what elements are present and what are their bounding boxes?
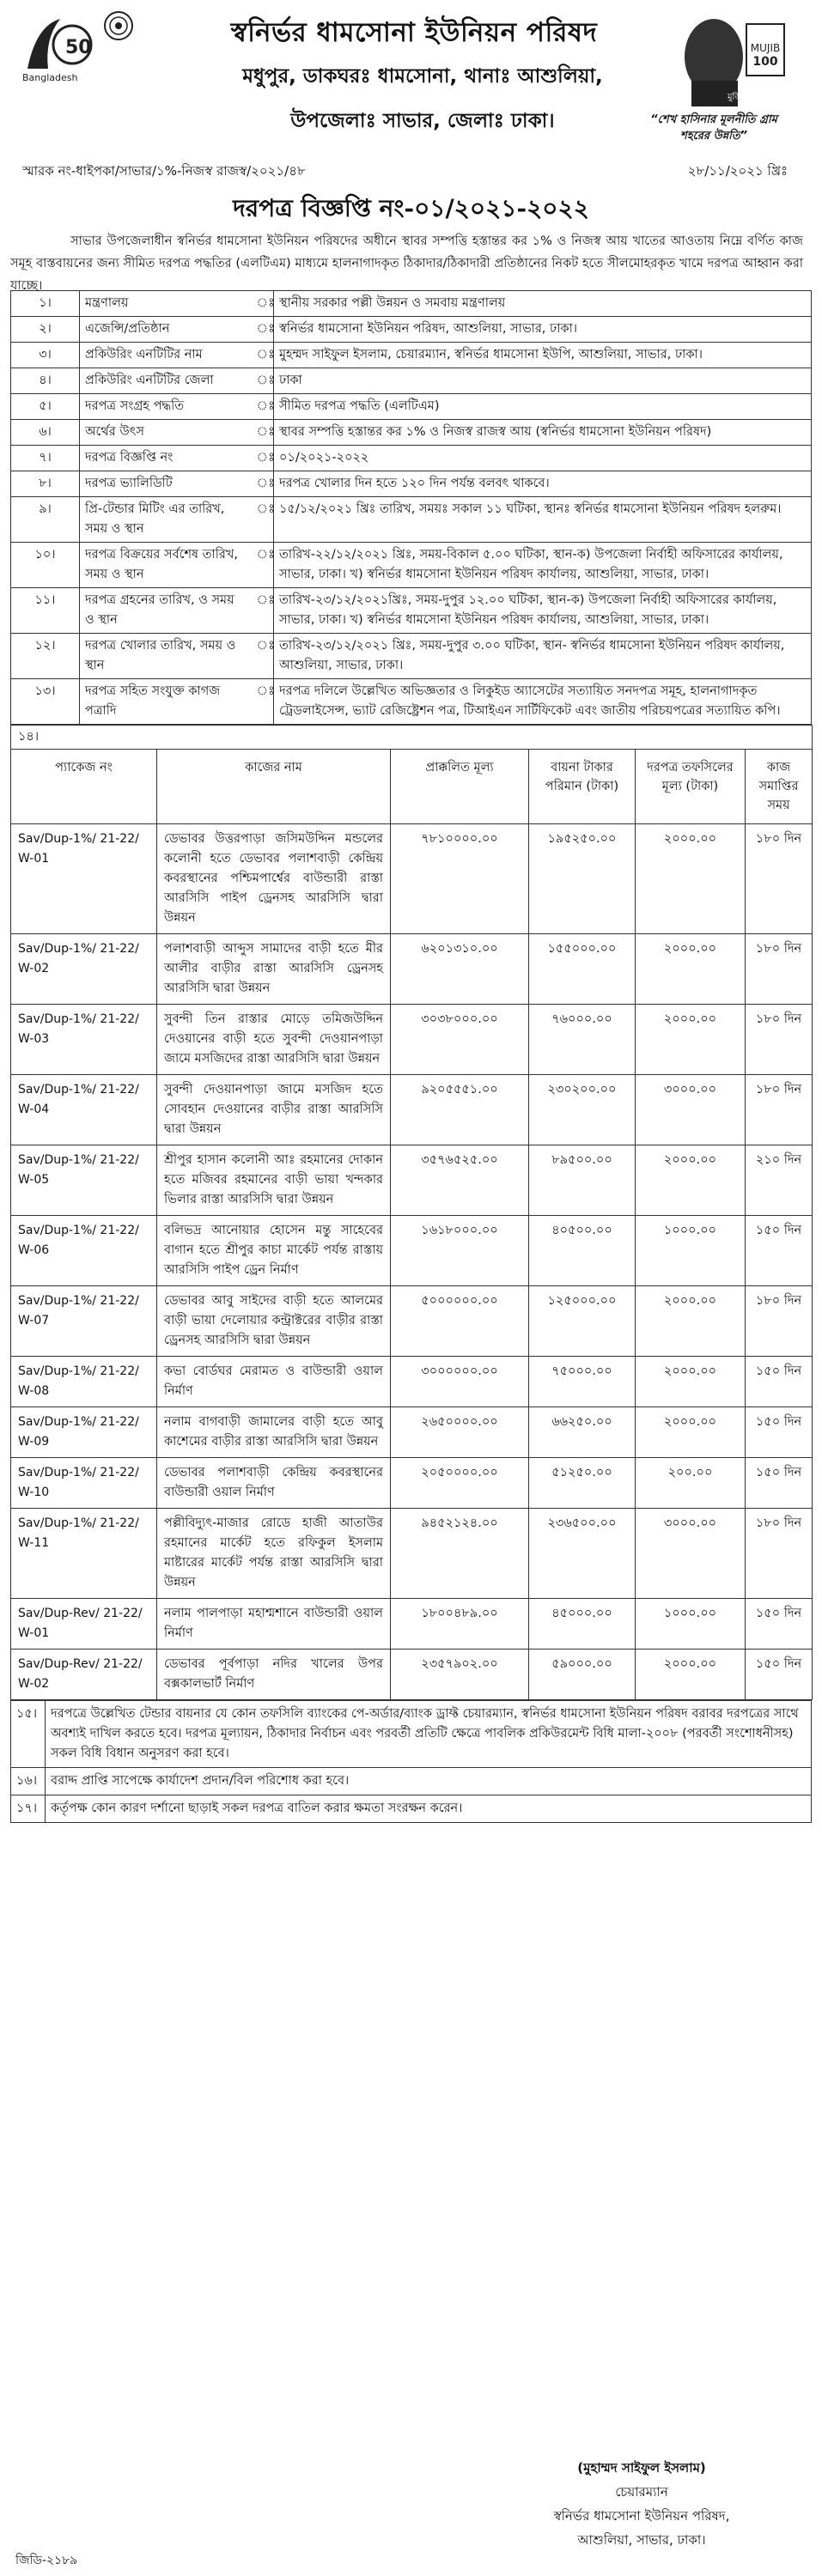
info-colon: ঃ	[252, 471, 274, 497]
svg-text:MUJIB: MUJIB	[750, 42, 781, 54]
note-row	[11, 1701, 812, 1768]
earnest-money: ৫১২৫০.০০	[529, 1458, 636, 1509]
info-value: স্বনির্ভর ধামসোনা ইউনিয়ন পরিষদ, আশুলিয়া, সাভার, ঢাকা।	[274, 317, 812, 343]
info-row	[11, 291, 812, 317]
info-label: দরপত্র গ্রহনের তারিখ, ও সময় ও স্থান	[80, 588, 252, 634]
estimated-cost: ৭৮১০০০০.০০	[391, 824, 529, 934]
package-row	[11, 1649, 813, 1700]
info-label: প্রকিউরিং এনটিটির জেলা	[80, 368, 252, 394]
info-row	[11, 420, 812, 446]
portrait-logo	[673, 7, 788, 106]
schedule-price: ২০০০.০০	[636, 1145, 746, 1216]
info-row	[11, 634, 812, 679]
completion-time: ১৫০ দিন	[746, 1458, 813, 1509]
government-seal-icon	[103, 10, 134, 41]
info-label: দরপত্র ভ্যালিডিটি	[80, 471, 252, 497]
info-serial: ১০।	[11, 543, 80, 588]
info-row	[11, 471, 812, 497]
info-colon: ঃ	[252, 291, 274, 317]
package-number: Sav/Dup-1%/ 21-22/ W-04	[11, 1075, 157, 1145]
estimated-cost: ৯২০৫৫৫১.০০	[391, 1075, 529, 1145]
package-row	[11, 1599, 813, 1649]
slogan: “শেখ হাসিনার মূলনীতি গ্রাম শহরের উন্নতি”	[650, 113, 777, 143]
work-name: নলাম বাগবাড়ী জামালের বাড়ী হতে আবু কাশেমের বাড়ীর রাস্তা আরসিসি দ্বারা উন্নয়ন	[157, 1407, 391, 1458]
package-number: Sav/Dup-1%/ 21-22/ W-02	[11, 934, 157, 1005]
package-number: Sav/Dup-Rev/ 21-22/ W-02	[11, 1649, 157, 1700]
address-line-2: উপজেলাঃ সাভার, জেলাঃ ঢাকা।	[290, 110, 555, 132]
estimated-cost: ১৮০০৪৮৯.০০	[391, 1599, 529, 1649]
schedule-price: ২০০০.০০	[636, 1286, 746, 1357]
info-serial: ৭।	[11, 446, 80, 471]
svg-text:50: 50	[65, 37, 92, 58]
header-schedule: দরপত্র তফসিলের মূল্য (টাকা)	[636, 750, 746, 824]
work-name: বলিভদ্র আনোয়ার হোসেন মন্তু সাহেবের বাগান হতে শ্রীপুর কাচা মার্কেট পর্যন্ত রাস্তায় আরসিসি পাইপ ড্রেন নির্মাণ	[157, 1216, 391, 1286]
package-number: Sav/Dup-1%/ 21-22/ W-03	[11, 1005, 157, 1075]
estimated-cost: ২৩৫৭৯০২.০০	[391, 1649, 529, 1700]
schedule-price: ২০০০.০০	[636, 824, 746, 934]
info-serial: ৩।	[11, 343, 80, 368]
completion-time: ১৮০ দিন	[746, 1075, 813, 1145]
completion-time: ২১০ দিন	[746, 1145, 813, 1216]
tender-info-table	[10, 290, 812, 725]
work-name: ডেভাবর পূর্বপাড়া নদির খালের উপর বক্সকালভার্ট নির্মাণ	[157, 1649, 391, 1700]
info-colon: ঃ	[252, 634, 274, 679]
header-work: কাজের নাম	[157, 750, 391, 824]
completion-time: ১৫০ দিন	[746, 1357, 813, 1407]
earnest-money: ২৩৬৫০০.০০	[529, 1509, 636, 1599]
note-text: বরাদ্দ প্রাপ্তি সাপেক্ষে কার্যাদেশ প্রদান/বিল পরিশোধ করা হবে।	[46, 1768, 812, 1795]
intro-paragraph: সাভার উপজেলাধীন স্বনির্ভর ধামসোনা ইউনিয়ন পরিষদের অধীনে স্থাবর সম্পত্তি হস্তান্তর কর ১% ও নিজস্ব আয় খাতের আওতায় নিম্নে বর্ণিত কাজ সমূহ বাস্তবায়নের জন্য সীমিত দরপত্র পদ্ধতির (এলটিএম) মাধ্যমে হালনাগাদকৃত ঠিকাদার/ঠিকাদারী প্রতিষ্ঠানের নিকট হতে সীলমোহরকৃত খামে দরপত্র আহ্বান করা যাচ্ছে।	[10, 234, 803, 293]
completion-time: ১৫০ দিন	[746, 1599, 813, 1649]
info-label: এজেন্সি/প্রতিষ্ঠান	[80, 317, 252, 343]
info-label: প্রি-টেন্ডার মিটিং এর তারিখ, সময় ও স্থান	[80, 497, 252, 543]
note-serial: ১৬।	[11, 1768, 46, 1795]
package-row	[11, 1357, 813, 1407]
completion-time: ১৮০ দিন	[746, 1005, 813, 1075]
note-text: কর্তৃপক্ষ কোন কারণ দর্শানো ছাড়াই সকল দরপত্র বাতিল করার ক্ষমতা সংরক্ষন করেন।	[46, 1795, 812, 1823]
info-value: স্থাবর সম্পত্তি হস্তান্তর কর ১% ও নিজস্ব রাজস্ব আয় (স্বনির্ভর ধামসোনা ইউনিয়ন পরিষদ)	[274, 420, 812, 446]
schedule-price: ২০০০.০০	[636, 1649, 746, 1700]
work-name: ডেভাবর উত্তরপাড়া জসিমউদ্দিন মন্ডলের কলোনী হতে ডেভাবর পলাশবাড়ী কেন্দ্রিয় কবরস্থানের পশ্চিমপার্শ্বের বাউন্ডারী রাস্তা আরসিসি পাইপ ড্রেনসহ আরসিসি দ্বারা উন্নয়ন	[157, 824, 391, 934]
estimated-cost: ১৬১৮০০০.০০	[391, 1216, 529, 1286]
estimated-cost: ৬২০১৩১০.০০	[391, 934, 529, 1005]
package-number: Sav/Dup-Rev/ 21-22/ W-01	[11, 1599, 157, 1649]
info-value: তারিখ-২৩/১২/২০২১ খ্রিঃ, সময়-দুপুর ৩.০০ ঘটিকা, স্থান- স্বনির্ভর ধামসোনা ইউনিয়ন পরিষদ কার্যালয়, আশুলিয়া, সাভার, ঢাকা।	[274, 634, 812, 679]
info-value: দরপত্র খোলার দিন হতে ১২০ দিন পর্যন্ত বলবৎ থাকবে।	[274, 471, 812, 497]
info-value: ঢাকা	[274, 368, 812, 394]
info-label: দরপত্র সহিত সংযুক্ত কাগজ পত্রাদি	[80, 679, 252, 725]
issue-date: ২৮/১১/২০২১ খ্রিঃ	[687, 163, 788, 179]
info-colon: ঃ	[252, 394, 274, 420]
info-colon: ঃ	[252, 343, 274, 368]
earnest-money: ১৯৫২৫০.০০	[529, 824, 636, 934]
info-colon: ঃ	[252, 317, 274, 343]
info-label: মন্ত্রণালয়	[80, 291, 252, 317]
package-number: Sav/Dup-1%/ 21-22/ W-08	[11, 1357, 157, 1407]
estimated-cost: ৯৪৫২১২৪.০০	[391, 1509, 529, 1599]
info-serial: ৪।	[11, 368, 80, 394]
completion-time: ১৫০ দিন	[746, 1216, 813, 1286]
info-colon: ঃ	[252, 588, 274, 634]
svg-text:100: 100	[752, 55, 778, 69]
info-row	[11, 588, 812, 634]
info-label: দরপত্র সংগ্রহ পদ্ধতি	[80, 394, 252, 420]
info-value: তারিখ-২২/১২/২০২১ খ্রিঃ, সময়-বিকাল ৫.০০ ঘটিকা, স্থান-ক) উপজেলা নির্বাহী অফিসারের কার্যালয়, সাভার, ঢাকা। খ) স্বনির্ভর ধামসোনা ইউনিয়ন পরিষদ কার্যালয়, আশুলিয়া, সাভার, ঢাকা।	[274, 543, 812, 588]
completion-time: ১৮০ দিন	[746, 934, 813, 1005]
earnest-money: ১২৫০০০.০০	[529, 1286, 636, 1357]
info-serial: ১।	[11, 291, 80, 317]
info-row	[11, 497, 812, 543]
schedule-price: ১০০০.০০	[636, 1216, 746, 1286]
info-colon: ঃ	[252, 420, 274, 446]
note-serial: ১৫।	[11, 1701, 46, 1768]
info-row	[11, 679, 812, 725]
earnest-money: ৫৯০০০.০০	[529, 1649, 636, 1700]
info-serial: ১৩।	[11, 679, 80, 725]
completion-time: ১৮০ দিন	[746, 824, 813, 934]
estimated-cost: ৫০০০০০০.০০	[391, 1286, 529, 1357]
package-row	[11, 1286, 813, 1357]
note-text: দরপত্রে উল্লেখিত টেন্ডার বায়নার যে কোন তফসিলি ব্যাংকের পে-অর্ডার/ব্যাংক ড্রাফ্ট চেয়ারম্যান, স্বনির্ভর ধামসোনা ইউনিয়ন পরিষদ বরাবর দরপত্রের সাথে অবশ্যই দাখিল করতে হবে। দরপত্র মূল্যায়ন, ঠিকাদার নির্বাচন এবং পরবর্তী প্রতিটি ক্ষেত্রে পাবলিক প্রকিউরমেন্ট বিধি মালা-২০০৮ (পরবর্তী সংশোধনীসহ) সকল বিধি বিধান অনুসরণ করা হবে।	[46, 1701, 812, 1768]
schedule-price: ৩০০০.০০	[636, 1075, 746, 1145]
mujib-logo-text: মুজিব শতবর্ষ	[728, 93, 771, 102]
info-colon: ঃ	[252, 497, 274, 543]
memo-number: স্মারক নং-ধাইপকা/সাভার/১%-নিজস্ব রাজস্ব/২০২১/৪৮	[22, 163, 306, 179]
union-council-title: স্বনির্ভর ধামসোনা ইউনিয়ন পরিষদ	[230, 17, 598, 48]
earnest-money: ৪৫০০০.০০	[529, 1599, 636, 1649]
package-number: Sav/Dup-1%/ 21-22/ W-11	[11, 1509, 157, 1599]
notice-title: দরপত্র বিজ্ঞপ্তি নং-০১/২০২১-২০২২	[233, 194, 589, 222]
earnest-money: ৭৬০০০.০০	[529, 1005, 636, 1075]
header-package: প্যাকেজ নং	[11, 750, 157, 824]
work-name: কভা বোর্ডঘর মেরামত ও বাউন্ডারী ওয়াল নির্মাণ	[157, 1357, 391, 1407]
schedule-price: ২০০০.০০	[636, 934, 746, 1005]
earnest-money: ৪০৫০০.০০	[529, 1216, 636, 1286]
package-row	[11, 1075, 813, 1145]
info-row	[11, 317, 812, 343]
info-label: দরপত্র বিজ্ঞপ্তি নং	[80, 446, 252, 471]
package-row	[11, 1458, 813, 1509]
schedule-price: ২০০০.০০	[636, 1005, 746, 1075]
logo-caption: Bangladesh	[22, 72, 78, 83]
package-number: Sav/Dup-1%/ 21-22/ W-01	[11, 824, 157, 934]
work-name: শ্রীপুর হাসান কলোনী আঃ রহমানের দোকান হতে মজিবর রহমানের বাড়ী ভায়া খন্দকার ভিলার রাস্তা আরসিসি দ্বারা উন্নয়ন	[157, 1145, 391, 1216]
work-name: পল্লীবিদ্যুৎ-মাজার রোডে হাজী আতাউর রহমানের মার্কেট হতে রফিকুল ইসলাম মাষ্টারের মার্কেট পর্যন্ত রাস্তা আরসিসি দ্বারা উন্নয়ন	[157, 1509, 391, 1599]
earnest-money: ৭৫০০০.০০	[529, 1357, 636, 1407]
info-serial: ৬।	[11, 420, 80, 446]
package-row	[11, 1407, 813, 1458]
work-name: ডেভাবর পলাশবাড়ী কেন্দ্রিয় কবরস্থানের বাউন্ডারী ওয়াল নির্মাণ	[157, 1458, 391, 1509]
header	[10, 0, 812, 182]
note-serial: ১৭।	[11, 1795, 46, 1823]
signatory-name: (মুহাম্মদ সাইফুল ইসলাম)	[577, 2460, 706, 2476]
info-label: দরপত্র বিক্রয়ের সর্বশেষ তারিখ, সময় ও স্থান	[80, 543, 252, 588]
earnest-money: ১৫৫০০০.০০	[529, 934, 636, 1005]
note-row	[11, 1768, 812, 1795]
address-line-1: মধুপুর, ডাকঘরঃ ধামসোনা, থানাঃ আশুলিয়া,	[242, 65, 603, 88]
estimated-cost: ৩৫৭৬৫২৫.০০	[391, 1145, 529, 1216]
row-14-header	[11, 726, 813, 750]
signatory-location: আশুলিয়া, সাভার, ঢাকা।	[577, 2532, 706, 2548]
work-name: নলাম পালপাড়া মহাশ্মশানে বাউন্ডারী ওয়াল নির্মাণ	[157, 1599, 391, 1649]
info-colon: ঃ	[252, 679, 274, 725]
header-cost: প্রাক্কলিত মূল্য	[391, 750, 529, 824]
info-value: মুহম্মদ সাইফুল ইসলাম, চেয়ারম্যান, স্বনির্ভর ধামসোনা ইউপি, আশুলিয়া, সাভার, ঢাকা।	[274, 343, 812, 368]
schedule-price: ৩০০০.০০	[636, 1509, 746, 1599]
estimated-cost: ২০৫০০০০.০০	[391, 1458, 529, 1509]
info-value: দরপত্র দলিলে উল্লেখিত অভিজ্ঞতার ও লিকুইড অ্যাসেটের সত্যায়িত সনদপত্র সমূহ, হালনাগাদকৃত ট্রেডলাইসেন্স, ভ্যাট রেজিষ্ট্রেশন পত্র, টিআইএন সার্টিফিকেট এবং জাতীয় পরিচয়পত্রের সত্যায়িত কপি।	[274, 679, 812, 725]
info-row	[11, 543, 812, 588]
info-value: ১৫/১২/২০২১ খ্রিঃ তারিখ, সময়ঃ সকাল ১১ ঘটিকা, স্থানঃ স্বনির্ভর ধামসোনা ইউনিয়ন পরিষদ হলরুম।	[274, 497, 812, 543]
info-colon: ঃ	[252, 446, 274, 471]
package-number: Sav/Dup-1%/ 21-22/ W-05	[11, 1145, 157, 1216]
completion-time: ১৮০ দিন	[746, 1286, 813, 1357]
info-serial: ৫।	[11, 394, 80, 420]
work-name: ডেভাবর আবু সাইদের বাড়ী হতে আলমের বাড়ী ভায়া দেলোয়ার কন্ট্রাক্টরের বাড়ীর রাস্তা ড্রেনসহ আরসিসি দ্বারা উন্নয়ন	[157, 1286, 391, 1357]
info-value: তারিখ-২৩/১২/২০২১খ্রিঃ, সময়-দুপুর ১২.০০ ঘটিকা, স্থান-ক) উপজেলা নির্বাহী অফিসারের কার্যালয়, সাভার, ঢাকা। খ) স্বনির্ভর ধামসোনা ইউনিয়ন পরিষদ কার্যালয়, আশুলিয়া, সাভার, ঢাকা।	[274, 588, 812, 634]
work-name: সুবন্দী দেওয়ানপাড়া জামে মসজিদ হতে সোবহান দেওয়ানের বাড়ীর রাস্তা আরসিসি দ্বারা উন্নয়ন	[157, 1075, 391, 1145]
info-serial: ১১।	[11, 588, 80, 634]
info-row	[11, 368, 812, 394]
info-colon: ঃ	[252, 543, 274, 588]
info-label: দরপত্র খোলার তারিখ, সময় ও স্থান	[80, 634, 252, 679]
notes-table	[10, 1700, 812, 1823]
package-number: Sav/Dup-1%/ 21-22/ W-10	[11, 1458, 157, 1509]
package-row	[11, 1216, 813, 1286]
info-serial: ১২।	[11, 634, 80, 679]
gd-number: জিডি-২১৮৯	[15, 2554, 78, 2567]
package-row	[11, 1509, 813, 1599]
package-row	[11, 1005, 813, 1075]
estimated-cost: ৩০৩৮০০০.০০	[391, 1005, 529, 1075]
info-value: সীমিত দরপত্র পদ্ধতি (এলটিএম)	[274, 394, 812, 420]
info-value: স্থানীয় সরকার পল্লী উন্নয়ন ও সমবায় মন্ত্রণালয়	[274, 291, 812, 317]
schedule-price: ১০০০.০০	[636, 1599, 746, 1649]
mujib-centenary-logo	[19, 9, 101, 84]
package-row	[11, 1145, 813, 1216]
info-row	[11, 343, 812, 368]
package-row	[11, 824, 813, 934]
signatory-office: স্বনির্ভর ধামসোনা ইউনিয়ন পরিষদ,	[553, 2508, 730, 2524]
info-row	[11, 394, 812, 420]
info-label: অর্থের উৎস	[80, 420, 252, 446]
package-number: Sav/Dup-1%/ 21-22/ W-07	[11, 1286, 157, 1357]
estimated-cost: ৩০০০০০০.০০	[391, 1357, 529, 1407]
note-row	[11, 1795, 812, 1823]
package-table	[10, 725, 813, 1700]
package-table-header	[11, 750, 813, 824]
header-earnest: বায়না টাকার পরিমান (টাকা)	[529, 750, 636, 824]
completion-time: ১৫০ দিন	[746, 1407, 813, 1458]
info-serial: ২।	[11, 317, 80, 343]
earnest-money: ২৩০২০০.০০	[529, 1075, 636, 1145]
header-duration: কাজ সমাপ্তির সময়	[746, 750, 813, 824]
package-number: Sav/Dup-1%/ 21-22/ W-06	[11, 1216, 157, 1286]
package-row	[11, 934, 813, 1005]
earnest-money: ৬৬২৫০.০০	[529, 1407, 636, 1458]
info-row	[11, 446, 812, 471]
work-name: পলাশবাড়ী আব্দুস সামাদের বাড়ী হতে মীর আলীর বাড়ীর রাস্তা আরসিসি ড্রেনসহ আরসিসি দ্বারা উন্নয়ন	[157, 934, 391, 1005]
info-serial: ৮।	[11, 471, 80, 497]
schedule-price: ২০০০.০০	[636, 1407, 746, 1458]
info-colon: ঃ	[252, 368, 274, 394]
estimated-cost: ২৬৫০০০০.০০	[391, 1407, 529, 1458]
completion-time: ১৮০ দিন	[746, 1509, 813, 1599]
info-serial: ৯।	[11, 497, 80, 543]
signatory-designation: চেয়ারম্যান	[615, 2484, 668, 2500]
completion-time: ১৫০ দিন	[746, 1649, 813, 1700]
info-value: ০১/২০২১-২০২২	[274, 446, 812, 471]
schedule-price: ২০০০.০০	[636, 1357, 746, 1407]
schedule-price: ২০০.০০	[636, 1458, 746, 1509]
earnest-money: ৮৯৫০০.০০	[529, 1145, 636, 1216]
info-label: প্রকিউরিং এনটিটির নাম	[80, 343, 252, 368]
package-number: Sav/Dup-1%/ 21-22/ W-09	[11, 1407, 157, 1458]
work-name: সুবন্দী তিন রাস্তার মোড়ে তমিজউদ্দিন দেওয়ানের বাড়ী হতে সুবন্দী দেওয়ানপাড়া জামে মসজিদের রাস্তা আরসিসি দ্বারা উন্নয়ন	[157, 1005, 391, 1075]
signature-block	[513, 2456, 770, 2552]
row-14-label: ১৪।	[11, 726, 813, 750]
